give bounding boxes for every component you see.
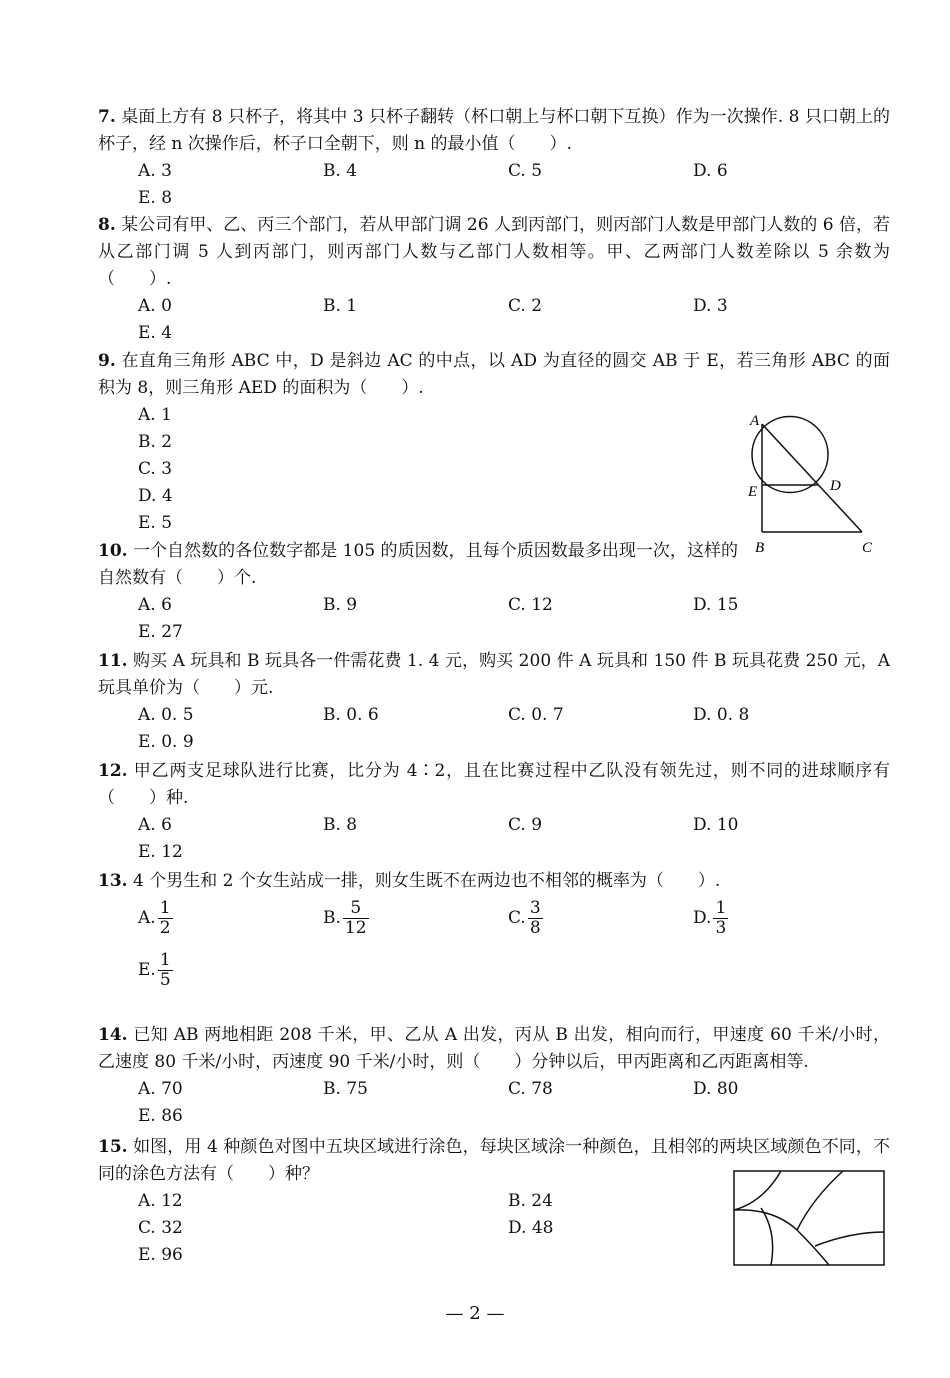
options-row — [98, 158, 890, 185]
option-e[interactable]: E. 0. 9 — [138, 732, 194, 752]
options-row — [98, 185, 890, 212]
option-c[interactable]: C. $\frac{3}{8}$ — [508, 898, 541, 938]
options-row — [98, 592, 738, 619]
question-11 — [98, 648, 890, 756]
question-text: 在直角三角形 ABC 中，D 是斜边 AC 的中点，以 AD 为直径的圆交 AB 于 E，若三角形 ABC 的面积为 8，则三角形 AED 的面积为（ ）. — [98, 351, 890, 398]
question-text: 桌面上方有 8 只杯子，将其中 3 只杯子翻转（杯口朝上与杯口朝下互换）作为一次操作. 8 只口朝上的杯子，经 n 次操作后，杯子口全朝下，则 n 的最小值（ ）. — [98, 107, 890, 154]
question-number: 7. — [98, 107, 116, 127]
question-text: 甲乙两支足球队进行比赛，比分为 4∶2，且在比赛过程中乙队没有领先过，则不同的进球顺序有（ ）种. — [98, 761, 890, 808]
option-d[interactable]: D. 10 — [693, 815, 739, 835]
option-a[interactable]: A. 0 — [138, 296, 172, 316]
option-c[interactable]: C. 2 — [508, 296, 543, 316]
options-row — [98, 729, 890, 756]
option-e[interactable]: E. 5 — [138, 513, 173, 533]
question-number: 12. — [98, 761, 128, 781]
option-a[interactable]: A. 70 — [138, 1079, 183, 1099]
options-row — [98, 947, 890, 999]
arc-middle — [734, 1210, 829, 1265]
options-row — [98, 320, 890, 347]
option-d[interactable]: D. 3 — [693, 296, 728, 316]
question-number: 10. — [98, 541, 128, 561]
options-row — [98, 619, 738, 646]
question-13 — [98, 868, 890, 999]
option-e[interactable]: E. 27 — [138, 622, 183, 642]
question-12 — [98, 758, 890, 866]
option-a[interactable]: A. 1 — [138, 405, 172, 425]
question-text: 购买 A 玩具和 B 玩具各一件需花费 1. 4 元，购买 200 件 A 玩具和 150 件 B 玩具花费 250 元，A 玩具单价为（ ）元. — [98, 651, 890, 698]
option-a[interactable]: A. $\frac{1}{2}$ — [138, 898, 171, 938]
triangle-circle-figure — [740, 408, 880, 558]
option-b[interactable]: B. 2 — [138, 432, 173, 452]
question-text: 某公司有甲、乙、丙三个部门，若从甲部门调 26 人到丙部门，则丙部门人数是甲部门人数的 6 倍，若从乙部门调 5 人到丙部门，则丙部门人数与乙部门人数相等。甲、乙两部门人数差除以 5 余数为（ ）. — [98, 215, 890, 289]
label-d: D — [830, 478, 841, 494]
options-row — [98, 812, 890, 839]
option-a[interactable]: A. 12 — [138, 1191, 183, 1211]
option-c[interactable]: C. 9 — [508, 815, 543, 835]
option-c[interactable]: C. 32 — [138, 1218, 183, 1238]
option-a[interactable]: A. 3 — [138, 161, 172, 181]
option-d[interactable]: D. 0. 8 — [693, 705, 750, 725]
options-row — [98, 293, 890, 320]
option-e[interactable]: E. 12 — [138, 842, 183, 862]
option-b[interactable]: B. $\frac{5}{12}$ — [323, 898, 367, 938]
options-row — [98, 1103, 890, 1130]
question-number: 14. — [98, 1025, 128, 1045]
fraction: $\frac{1}{2}$ — [159, 898, 171, 938]
question-7 — [98, 104, 890, 212]
question-text: 如图，用 4 种颜色对图中五块区域进行涂色，每块区域涂一种颜色，且相邻的两块区域颜色不同，不同的涂色方法有（ ）种？ — [98, 1137, 890, 1184]
fraction: $\frac{1}{5}$ — [159, 950, 171, 990]
option-b[interactable]: B. 24 — [508, 1191, 553, 1211]
five-region-figure — [733, 1170, 885, 1266]
question-8 — [98, 212, 890, 347]
option-c[interactable]: C. 3 — [138, 459, 173, 479]
option-e[interactable]: E. 96 — [138, 1245, 183, 1265]
arc-upper-right — [797, 1171, 843, 1230]
question-text: 4 个男生和 2 个女生站成一排，则女生既不在两边也不相邻的概率为（ ）. — [127, 871, 721, 891]
option-c[interactable]: C. 78 — [508, 1079, 553, 1099]
option-d[interactable]: D. 15 — [693, 595, 739, 615]
label-c: C — [862, 540, 873, 556]
options-row — [98, 895, 890, 947]
option-c[interactable]: C. 0. 7 — [508, 705, 564, 725]
question-number: 8. — [98, 215, 116, 235]
option-d[interactable]: D. 48 — [508, 1218, 554, 1238]
question-text: 一个自然数的各位数字都是 105 的质因数，且每个质因数最多出现一次，这样的自然数有（ ）个. — [98, 541, 738, 588]
option-c[interactable]: C. 12 — [508, 595, 553, 615]
page-number: — 2 — — [445, 1303, 505, 1324]
label-b: B — [755, 540, 765, 556]
options-row — [98, 839, 890, 866]
fraction: $\frac{3}{8}$ — [529, 898, 541, 938]
question-number: 9. — [98, 351, 116, 371]
option-b[interactable]: B. 8 — [323, 815, 358, 835]
option-e[interactable]: E. 8 — [138, 188, 173, 208]
question-10 — [98, 538, 738, 646]
option-d[interactable]: D. 4 — [138, 486, 173, 506]
option-b[interactable]: B. 1 — [323, 296, 358, 316]
option-b[interactable]: B. 75 — [323, 1079, 368, 1099]
question-number: 11. — [98, 651, 128, 671]
option-a[interactable]: A. 6 — [138, 815, 172, 835]
fraction: $\frac{5}{12}$ — [344, 898, 367, 938]
outer-rectangle — [734, 1171, 884, 1265]
option-c[interactable]: C. 5 — [508, 161, 543, 181]
question-number: 15. — [98, 1137, 128, 1157]
option-a[interactable]: A. 6 — [138, 595, 172, 615]
option-e[interactable]: E. 4 — [138, 323, 173, 343]
options-row — [98, 702, 890, 729]
question-number: 13. — [98, 871, 128, 891]
option-e[interactable]: E. 86 — [138, 1106, 183, 1126]
option-b[interactable]: B. 4 — [323, 161, 358, 181]
fraction: $\frac{1}{3}$ — [715, 898, 727, 938]
question-text: 已知 AB 两地相距 208 千米，甲、乙从 A 出发，丙从 B 出发，相向而行，甲速度 60 千米/小时，乙速度 80 千米/小时，丙速度 90 千米/小时，则（ ）分钟以后，甲丙距离和乙丙距离相等. — [98, 1025, 890, 1072]
option-e[interactable]: E. $\frac{1}{5}$ — [138, 950, 171, 990]
option-d[interactable]: D. $\frac{1}{3}$ — [693, 898, 727, 938]
arc-bottom-left — [761, 1208, 773, 1265]
option-a[interactable]: A. 0. 5 — [138, 705, 194, 725]
option-d[interactable]: D. 80 — [693, 1079, 739, 1099]
arc-lower-right — [815, 1232, 884, 1246]
option-b[interactable]: B. 0. 6 — [323, 705, 379, 725]
label-e: E — [748, 484, 758, 500]
question-14 — [98, 1022, 890, 1130]
options-row — [98, 1076, 890, 1103]
label-a: A — [750, 413, 760, 429]
arc-top-left — [734, 1171, 781, 1210]
option-d[interactable]: D. 6 — [693, 161, 728, 181]
side-ac — [762, 424, 862, 532]
option-b[interactable]: B. 9 — [323, 595, 358, 615]
